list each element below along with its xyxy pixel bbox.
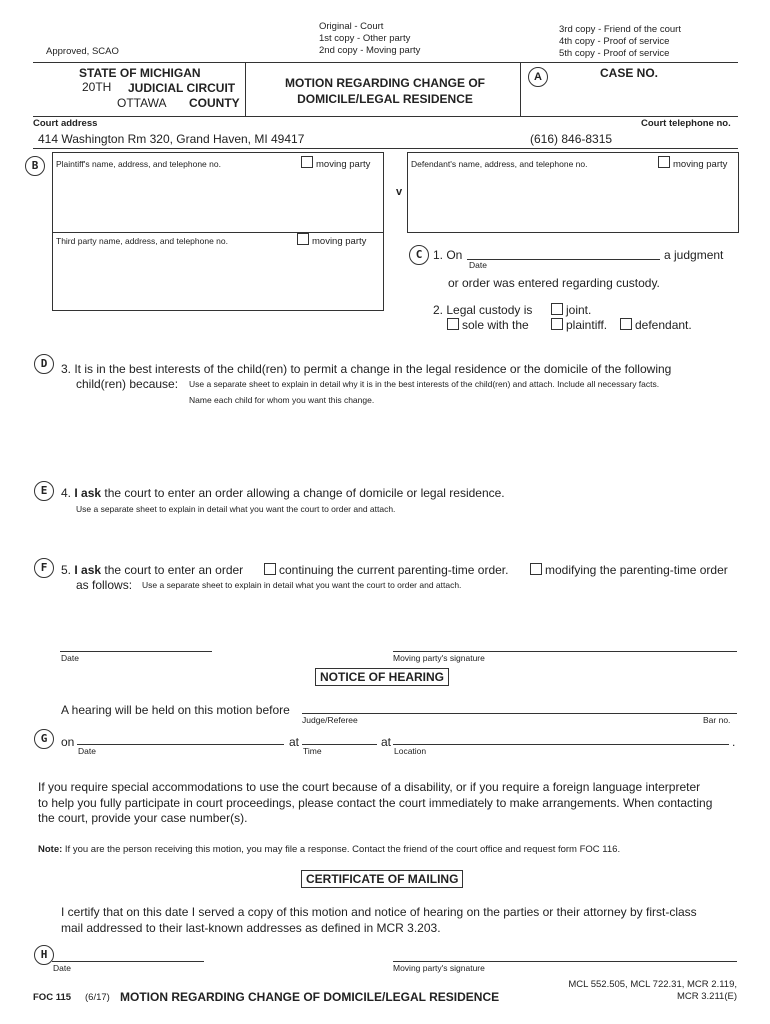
accommodation-text [38, 780, 712, 827]
mailing-text [61, 905, 697, 936]
legal-custody-text: 2. Legal custody is [433, 303, 533, 317]
hearing-date-field[interactable] [77, 744, 284, 745]
court-phone-label: Court telephone no. [641, 118, 731, 129]
mailing-date-field[interactable] [52, 961, 204, 962]
marker-d: D [34, 354, 54, 374]
request-text: the court to enter an order [104, 563, 244, 577]
accommodation-line: to help you fully participate in court proceedings, please contact the court immediately to make arrangements. When contacting [38, 795, 713, 810]
best-interests-instruction: Use a separate sheet to explain in detail why it is in the best interests of the child(ren) and attach. Include all necessary facts. [189, 379, 660, 389]
marker-c: C [409, 245, 429, 265]
copy-line: 4th copy - Proof of service [559, 36, 670, 47]
signature-label: Moving party's signature [393, 653, 485, 663]
checkbox[interactable] [530, 563, 542, 575]
judgment-date-field[interactable] [467, 259, 660, 260]
judge-field[interactable] [302, 713, 737, 714]
form-id: FOC 115 [33, 992, 72, 1003]
checkbox[interactable] [264, 563, 276, 575]
i-ask: I ask [74, 563, 102, 577]
request-change-text [61, 486, 505, 500]
third-party-moving-party[interactable] [297, 233, 366, 247]
citation-line: MCL 552.505, MCL 722.31, MCR 2.119, [568, 979, 737, 990]
circuit-number: 20TH [82, 80, 112, 94]
versus-label: v [396, 186, 403, 198]
form-title-line1: MOTION REGARDING CHANGE OF [285, 76, 485, 90]
copy-line: 5th copy - Proof of service [559, 48, 670, 59]
county-name: OTTAWA [117, 96, 167, 110]
parenting-time-text [61, 563, 243, 577]
bar-no-label: Bar no. [703, 715, 731, 725]
entered-text: or order was entered regarding custody. [448, 276, 660, 290]
hearing-period: . [732, 735, 736, 749]
certificate-of-mailing-title: CERTIFICATE OF MAILING [301, 870, 463, 888]
marker-g: G [34, 729, 54, 749]
checkbox-label: modifying the parenting-time order [545, 563, 728, 577]
mailing-line: I certify that on this date I served a copy of this motion and notice of hearing on the parties or their attorney by first-class [61, 905, 697, 919]
as-follows: as follows: [76, 578, 133, 592]
judgment-on: 1. On [433, 248, 463, 262]
copy-line: 1st copy - Other party [319, 33, 411, 44]
marker-h: H [34, 945, 54, 965]
case-no-field[interactable] [520, 62, 738, 117]
date-label: Date [61, 653, 79, 663]
note-label: Note: [38, 844, 63, 855]
judgment-date-label: Date [469, 260, 487, 270]
note-body: If you are the person receiving this motion, you may file a response. Contact the friend of the court office and request form FOC 116. [64, 844, 621, 855]
third-party-label: Third party name, address, and telephone no. [56, 236, 228, 246]
hearing-date-label: Date [78, 746, 96, 756]
approved-scao: Approved, SCAO [46, 46, 119, 57]
citation-line: MCR 3.211(E) [676, 991, 737, 1002]
custody-sole[interactable] [447, 318, 529, 332]
plaintiff-label: Plaintiff's name, address, and telephone no. [56, 159, 221, 169]
hearing-location-label: Location [394, 746, 427, 756]
checkbox[interactable] [447, 318, 459, 330]
hearing-location-field[interactable] [393, 744, 729, 745]
court-address-label: Court address [33, 118, 98, 129]
defendant-label: Defendant's name, address, and telephone no. [411, 159, 588, 169]
divider [33, 148, 738, 149]
date-field[interactable] [60, 651, 212, 652]
checkbox[interactable] [620, 318, 632, 330]
legal-citations [530, 979, 737, 1003]
request-change-instruction: Use a separate sheet to explain in detail what you want the court to order and attach. [76, 504, 396, 514]
checkbox[interactable] [301, 156, 313, 168]
county-label: COUNTY [189, 96, 240, 110]
modifying-parenting-time[interactable] [530, 563, 728, 577]
checkbox[interactable] [551, 318, 563, 330]
hearing-time-label: Time [303, 746, 322, 756]
best-interests-instruction: Name each child for whom you want this change. [189, 395, 375, 405]
form-title [245, 75, 525, 107]
checkbox[interactable] [297, 233, 309, 245]
copy-line: 2nd copy - Moving party [319, 45, 421, 56]
copies-distribution-left [319, 21, 420, 57]
hearing-intro: A hearing will be held on this motion before [61, 703, 290, 717]
form-revision: (6/17) [85, 992, 110, 1003]
copies-distribution-right [559, 24, 681, 60]
checkbox-label: joint. [566, 303, 592, 317]
state-label: STATE OF MICHIGAN [79, 66, 201, 80]
mailing-date-label: Date [53, 963, 71, 973]
hearing-time-field[interactable] [302, 744, 377, 745]
form-title-line2: DOMICILE/LEGAL RESIDENCE [297, 92, 473, 106]
request-text: the court to enter an order allowing a change of domicile or legal residence. [104, 486, 505, 500]
custody-defendant[interactable] [620, 318, 692, 332]
court-address-value: 414 Washington Rm 320, Grand Haven, MI 49417 [38, 132, 305, 146]
note-text [38, 844, 620, 855]
hearing-on: on [61, 735, 75, 749]
continuing-parenting-time[interactable] [264, 563, 508, 577]
checkbox[interactable] [551, 303, 563, 315]
item-number: 5. [61, 563, 72, 577]
circuit-label: JUDICIAL CIRCUIT [128, 81, 236, 95]
accommodation-line: If you require special accommodations to use the court because of a disability, or if you require a foreign language interpreter [38, 780, 701, 794]
marker-b: B [25, 156, 45, 176]
best-interests-line2: child(ren) because: [76, 377, 179, 391]
judge-label: Judge/Referee [302, 715, 358, 725]
marker-e: E [34, 481, 54, 501]
mailing-line: mail addressed to their last-known addresses as defined in MCR 3.203. [61, 920, 441, 935]
footer-title: MOTION REGARDING CHANGE OF DOMICILE/LEGAL RESIDENCE [120, 990, 500, 1004]
best-interests-line1: 3. It is in the best interests of the child(ren) to permit a change in the legal residence or the domicile of the following [61, 362, 672, 376]
case-no-label: CASE NO. [600, 66, 659, 80]
checkbox-label: sole with the [462, 318, 529, 332]
defendant-moving-party[interactable] [658, 156, 727, 170]
item-number: 4. [61, 486, 72, 500]
checkbox-label: continuing the current parenting-time order. [279, 563, 509, 577]
checkbox-label: plaintiff. [566, 318, 608, 332]
checkbox-label: defendant. [635, 318, 692, 332]
checkbox[interactable] [658, 156, 670, 168]
copy-line: Original - Court [319, 21, 384, 32]
marker-a: A [528, 67, 548, 87]
custody-joint[interactable] [551, 303, 591, 317]
accommodation-line: the court, provide your case number(s). [38, 811, 248, 825]
copy-line: 3rd copy - Friend of the court [559, 24, 681, 35]
judgment-text: a judgment [664, 248, 724, 262]
checkbox-label: moving party [316, 159, 371, 170]
plaintiff-moving-party[interactable] [301, 156, 370, 170]
checkbox-label: moving party [673, 159, 728, 170]
signature-field[interactable] [393, 651, 737, 652]
custody-plaintiff[interactable] [551, 318, 607, 332]
hearing-at: at [289, 735, 300, 749]
marker-f: F [34, 558, 54, 578]
hearing-at: at [381, 735, 392, 749]
mailing-signature-field[interactable] [393, 961, 737, 962]
checkbox-label: moving party [312, 236, 367, 247]
parenting-time-instruction: Use a separate sheet to explain in detail what you want the court to order and attach. [142, 580, 462, 590]
court-phone-value: (616) 846-8315 [530, 132, 613, 146]
mailing-signature-label: Moving party's signature [393, 963, 485, 973]
i-ask: I ask [74, 486, 102, 500]
notice-of-hearing-title: NOTICE OF HEARING [315, 668, 449, 686]
